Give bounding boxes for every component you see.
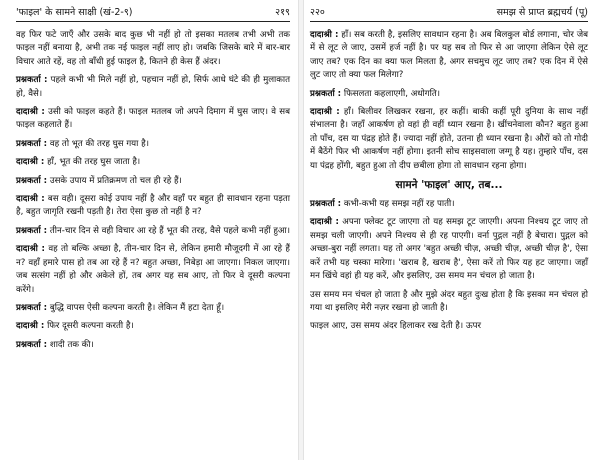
speaker-label: दादाश्री : [16, 107, 45, 118]
paragraph [16, 225, 290, 238]
paragraph [16, 29, 290, 69]
speaker-label: प्रश्नकर्ता : [16, 339, 48, 350]
speaker-label: दादाश्री : [310, 107, 340, 118]
dialogue-text: फिर दूसरी कल्पना करती है। [47, 321, 134, 332]
dialogue-text: उसके उपाय में प्रतिक्रमण तो चल ही रहे हैं। [49, 175, 182, 186]
dialogue-text: तीन-चार दिन से वही विचार आ रहे हैं भूत की तरह, वैसे पहले कभी नहीं हुआ। [49, 225, 290, 236]
right-page [302, 0, 600, 460]
dialogue-text: फाइल आए, उस समय अंदर हिलाकर रख देती है। ऊपर [310, 321, 481, 332]
right-page-header [310, 6, 588, 22]
dialogue-text: फिसलता कहलाएगी, अधोगति। [343, 88, 440, 99]
paragraph [16, 106, 290, 133]
speaker-label: प्रश्नकर्ता : [310, 88, 342, 99]
speaker-label: प्रश्नकर्ता : [16, 225, 48, 236]
left-page-header [16, 6, 290, 22]
dialogue-text: शादी तक की। [49, 339, 94, 350]
left-page-number: २१९ [275, 7, 290, 18]
speaker-label: दादाश्री : [16, 244, 45, 255]
left-running-title: 'फाइल' के सामने साक्षी (खं-2-९) [16, 7, 133, 18]
paragraph [16, 320, 290, 333]
speaker-label: प्रश्नकर्ता : [16, 75, 48, 86]
paragraph [16, 74, 290, 101]
dialogue-text: कभी-कभी यह समझ नहीं रह पाती। [343, 199, 455, 210]
paragraph [16, 175, 290, 188]
left-page [0, 0, 298, 460]
dialogue-text: अपना फ्लेक्ट टूट जाएगा तो यह समझ टूट जाएगी। अपना निश्चय टूट जाए तो समझ चली जाएगी। अपने निश्चय से ही रह पाएगी। वर्ना पुद्गल नहीं है बेचारा। पुद्गल को अच्छा-बुरा नहीं लगता। यह तो अगर 'बहुत अच्छी चीज़, अच्छी चीज़, अच्छी चीज़ है', ऐसा करें तभी यह चस्का मारेगा। 'खराब है, खराब है', ऐसा करें तो फिर यह हट जाएगा। जहाँ मन खिंचे वहां ही यह करें, और इसलिए, उस समय मन चंचल हो जाता है। [310, 217, 589, 282]
paragraph [310, 320, 588, 333]
right-running-title: समझ से प्राप्त ब्रह्मचर्य (पू) [496, 7, 588, 18]
dialogue-text: हाँ, भूत की तरह घुस जाता है। [47, 157, 141, 168]
section-heading: सामने 'फाइल' आए, तब... [395, 179, 503, 192]
dialogue-text: हाँ। सब करती है, इसलिए सावधान रहना है। अब बिलकुल बोर्ड लगाना, चोर जेब में से लूट ले जाए, उसमें हर्ज नहीं है। पर यह सब तो फिर से आ जाएगा लेकिन ऐसे लूट जाए तब? एक दिन का क्या फल मिलता है, अगर सचमुच लूट जाए तब? एक दिन में ऐसे लुट जाए तो क्या फल मिलेगा? [310, 30, 588, 81]
speaker-label: दादाश्री : [310, 30, 339, 40]
dialogue-text: उसी को फाइल कहते हैं। फाइल मतलब जो अपने दिमाग में घुस जाए। वे सब फाइल कहलाते हैं। [16, 107, 290, 131]
speaker-label: प्रश्नकर्ता : [16, 138, 48, 149]
paragraph [310, 29, 588, 83]
paragraph [16, 243, 290, 297]
speaker-label: प्रश्नकर्ता : [16, 175, 48, 186]
speaker-label: प्रश्नकर्ता : [16, 302, 48, 313]
paragraph [310, 216, 588, 283]
paragraph [16, 156, 290, 169]
paragraph [16, 339, 290, 352]
paragraph [310, 198, 588, 211]
speaker-label: दादाश्री : [16, 194, 45, 205]
dialogue-text: हाँ। बिलीवर लिखकर रखना, हर कहीं। बाकी कहीं पूरी दुनिया के साथ नहीं संभालना है। जहाँ आकर्षण हो वहां ही वहीं ध्यान रखना है। खींचनेवाला कौन? बहुत हुआ तो पाँच, दस या पंद्रह होते हैं। ज्यादा नहीं होते, उतना ही ध्यान रखना है। औरों को तो गोदी में बैठेंगे फिर भी आकर्षण नहीं होगा। इतनी सोच साइसवाला जग्गू है यह। तुम्हारे पाँच, दस या पंद्रह होंगी, बहुत हुआ तो दीप छबीला होगा तो सावधान रहना होगा। [310, 107, 588, 171]
speaker-label: दादाश्री : [16, 321, 45, 332]
dialogue-text: वह फिर फटे जाएँ और उसके बाद कुछ भी नहीं हो तो इसका मतलब तभी अभी तक फाइल नहीं बनाया है, अभी तक नई फाइल नहीं लाए हो। जबकि जिसके बारे में बार-बार विचार आते रहें, वह तो बाँधी हुई फाइल है, कितने ही केस हैं अंदर। [16, 30, 290, 67]
speaker-label: दादाश्री : [310, 217, 339, 228]
paragraph [310, 106, 588, 173]
speaker-label: दादाश्री : [16, 157, 45, 168]
paragraph [16, 138, 290, 151]
left-page-body [16, 29, 290, 352]
dialogue-text: पहले कभी भी मिले नहीं हो, पहचान नहीं हो, सिर्फ आधे घंटे की ही मुलाकात हो, वैसे। [16, 75, 290, 99]
paragraph [16, 193, 290, 220]
dialogue-text: बस वही। दूसरा कोई उपाय नहीं है और वहाँ पर बहुत ही सावधान रहना पड़ता है, बहुत जागृति रखनी पड़ती है। तेरा ऐसा कुछ तो नहीं है न? [16, 194, 290, 218]
right-page-number: २२० [310, 7, 325, 18]
speaker-label: प्रश्नकर्ता : [310, 199, 342, 210]
paragraph [310, 289, 588, 316]
dialogue-text: वह तो भूत की तरह घुस गया है। [49, 138, 149, 149]
right-page-body [310, 29, 588, 334]
paragraph [310, 88, 588, 101]
dialogue-text: उस समय मन चंचल हो जाता है और मुझे अंदर बहुत दुःख होता है कि इसका मन चंचल हो गया था इसलिए मेरी नज़र रखना हो जाती है। [310, 289, 588, 313]
paragraph [16, 302, 290, 315]
dialogue-text: वह तो बल्कि अच्छा है, तीन-चार दिन से, लेकिन हमारी मौजूदगी में आ रहे हैं न? वहाँ हमारे पास हो तब आ रहे हैं न? बहुत अच्छा, निबेड़ा आ जाएगा। निकल जाएगा। जब सत्संग नहीं हो और अकेले हों, तब अगर यह सब आए, तो फिर वे दूसरी कल्पना करेंगे। [16, 244, 290, 295]
dialogue-text: बुद्धि वापस ऐसी कल्पना करती है। लेकिन मैं हटा देता हूँ। [49, 302, 225, 313]
